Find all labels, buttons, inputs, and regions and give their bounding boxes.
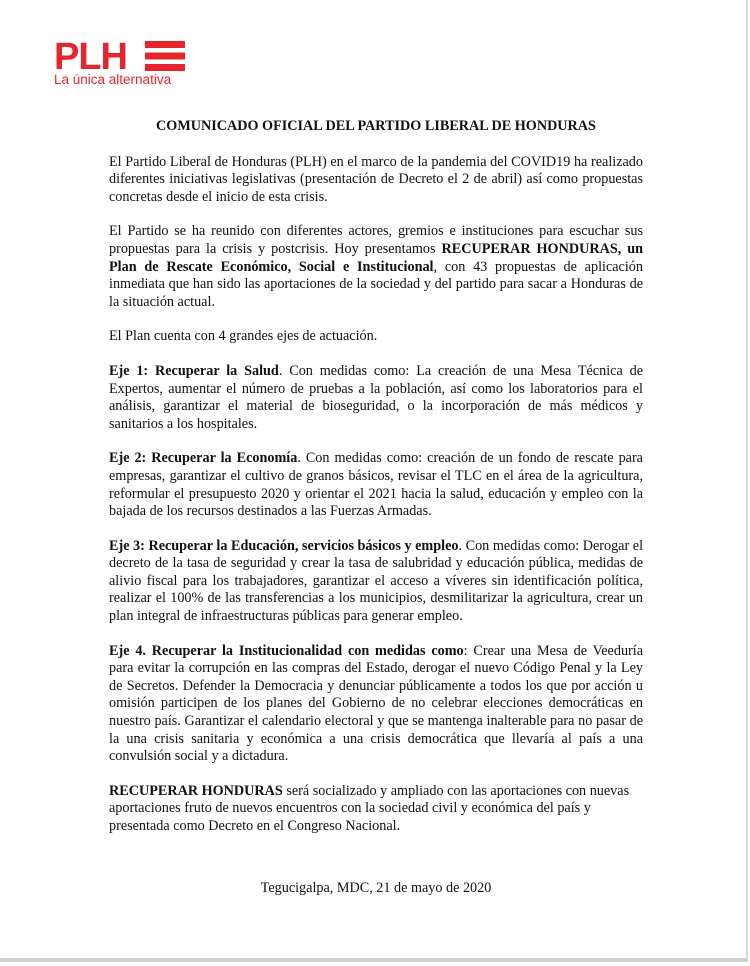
plan-paragraph — [109, 223, 643, 311]
plan-name: RECUPERAR HONDURAS, un Plan de Rescate Económico, Social e Institucional — [109, 240, 643, 275]
plan-paragraph-start: El Partido se ha reunido con diferentes actores, gremios e instituciones para escuchar sus propuestas para la crisis y postcrisis. Hoy presentamos — [109, 223, 643, 257]
final-bold: RECUPERAR HONDURAS — [109, 782, 283, 799]
eje-4-body: : Crear una Mesa de Veeduría para evitar la corrupción en las compras del Estado, derogar el nuevo Código Penal y la Ley de Secretos. Defender la Democracia y denunciar públicamente a todos los que por acción u omisión participen de los planes del Gobierno de no celebrar elecciones democráticas en nuestro país. Garantizar el calendario electoral y que se mantenga inalterable para no pasar de la una crisis sanitaria y económica a una crisis democrática que llevaría al país a una convulsión social y a dictadura. — [109, 642, 643, 765]
eje-1-paragraph — [109, 363, 643, 433]
logo-tagline: La única alternativa — [54, 72, 172, 87]
eje-3-title: Eje 3: Recuperar la Educación, servicios básicos y empleo — [109, 537, 459, 554]
document-body — [109, 118, 643, 897]
striped-flag-icon — [145, 41, 185, 71]
eje-2-title: Eje 2: Recuperar la Economía — [109, 450, 298, 467]
eje-4-paragraph — [109, 643, 643, 766]
final-rest: será socializado y ampliado con las aportaciones con nuevas aportaciones fruto de nuevos encuentros con la sociedad civil y económica del país y presentada como Decreto en el Congreso Nacional. — [109, 782, 630, 834]
eje-3-body: . Con medidas como: Derogar el decreto de la tasa de seguridad y crear la tasa de salubridad y educación pública, medidas de alivio fiscal para los trabajadores, garantizar el acceso a víveres sin identificación política, realizar el 100% de las transferencias a los municipios, desmilitarizar la agricultura, crear un plan integral de infraestructuras públicas para generar empleo. — [109, 537, 644, 625]
final-paragraph — [109, 783, 643, 836]
document-title: COMUNICADO OFICIAL DEL PARTIDO LIBERAL DE HONDURAS — [156, 118, 596, 134]
place-date: Tegucigalpa, MDC, 21 de mayo de 2020 — [260, 879, 492, 896]
eje-2-body: . Con medidas como: creación de un fondo de rescate para empresas, garantizar el cultivo de granos básicos, revisar el TLC en el área de la agricultura, reformular el presupuesto 2020 y orientar el 2021 hacia la salud, educación y empleo con la bajada de los recursos destinados a las Fuerzas Armadas. — [109, 450, 643, 520]
plan-paragraph-end: , con 43 propuestas de aplicación inmediata que han sido las aportaciones de la sociedad y del partido para sacar a Honduras de la situación actual. — [109, 258, 643, 310]
logo-wordmark: PLH — [54, 36, 127, 78]
plh-logo — [54, 38, 194, 90]
eje-1-title: Eje 1: Recuperar la Salud — [109, 362, 279, 379]
eje-3-paragraph — [109, 538, 643, 626]
intro-paragraph: El Partido Liberal de Honduras (PLH) en el marco de la pandemia del COVID19 ha realizado diferentes iniciativas legislativas (presentación de Decreto el 2 de abril) así como propuestas concretas desde el inicio de esta crisis. — [109, 153, 643, 205]
plan-axes-intro: El Plan cuenta con 4 grandes ejes de actuación. — [109, 328, 378, 345]
eje-4-title: Eje 4. Recuperar la Institucionalidad con medidas como — [109, 642, 464, 659]
eje-2-paragraph — [109, 450, 643, 520]
eje-1-body: . Con medidas como: La creación de una Mesa Técnica de Expertos, aumentar el número de pruebas a la población, así como los laboratorios para el análisis, garantizar el material de bioseguridad, o la incorporación de más médicos y sanitarios a los hospitales. — [109, 362, 643, 432]
